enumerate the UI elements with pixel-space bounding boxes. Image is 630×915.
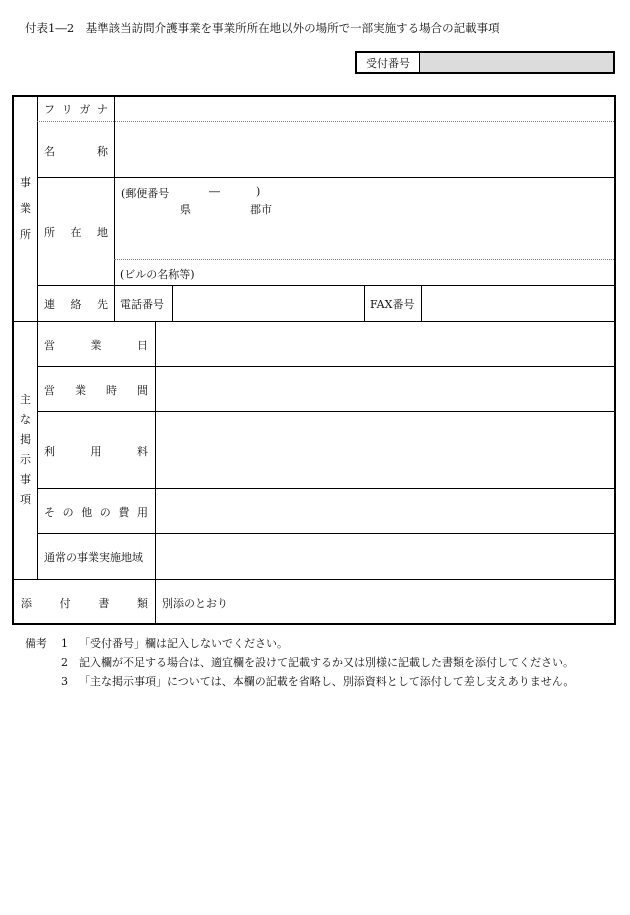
business-hours-label: 営 業 時 間 [44, 384, 148, 397]
contact-label: 連 絡 先 [44, 298, 108, 311]
receipt-number-field[interactable] [420, 53, 613, 72]
main-items-section-label: 主 な 掲 示 事 項 [20, 393, 31, 506]
attachments-value: 別添のとおり [162, 597, 228, 610]
phone-number-field[interactable] [173, 286, 363, 320]
furigana-field[interactable] [115, 97, 614, 120]
postal-code-label: (郵便番号 [121, 187, 170, 200]
name-label: 名 称 [44, 145, 108, 158]
receipt-number-box [355, 51, 615, 74]
business-days-field[interactable] [156, 322, 614, 365]
other-costs-label: そ の 他 の 費 用 [44, 506, 148, 519]
form-title: 付表1―2 基準該当訪問介護事業を事業所所在地以外の場所で一部実施する場合の記載事項 [25, 21, 500, 35]
receipt-number-label: 受付番号 [357, 53, 420, 72]
address-field[interactable] [115, 178, 614, 258]
note-item: 3 「主な掲示事項」については、本欄の記載を省略し、別添資料として添付して差し支えありません。 [61, 675, 575, 688]
attachments-label: 添 付 書 類 [21, 597, 148, 610]
fax-number-label: FAX番号 [370, 298, 415, 311]
name-field[interactable] [115, 122, 614, 176]
city-label: 郡市 [250, 203, 272, 216]
building-name-label: (ビルの名称等) [120, 268, 195, 281]
postal-code-close: ) [256, 185, 261, 198]
business-hours-field[interactable] [156, 367, 614, 410]
service-area-label: 通常の事業実施地域 [44, 551, 143, 564]
postal-code-dash: ― [209, 185, 220, 198]
phone-number-label: 電話番号 [120, 298, 164, 311]
note-item: 2 記入欄が不足する場合は、適宜欄を設けて記載するか又は別様に記載した書類を添付してください。 [61, 656, 574, 669]
address-label: 所 在 地 [44, 226, 108, 239]
business-days-label: 営 業 日 [44, 339, 148, 352]
notes [25, 634, 615, 691]
note-item: 備考 1 「受付番号」欄は記入しないでください。 [25, 634, 615, 653]
other-costs-field[interactable] [156, 489, 614, 532]
usage-fee-field[interactable] [156, 412, 614, 487]
form-table [12, 95, 616, 625]
usage-fee-label: 利 用 料 [44, 445, 148, 458]
service-area-field[interactable] [156, 534, 614, 578]
notes-header: 備考 [25, 637, 47, 650]
office-section-label: 事 業 所 [20, 176, 31, 241]
fax-number-field[interactable] [422, 286, 614, 320]
prefecture-label: 県 [180, 203, 191, 216]
furigana-label: フ リ ガ ナ [44, 103, 108, 116]
